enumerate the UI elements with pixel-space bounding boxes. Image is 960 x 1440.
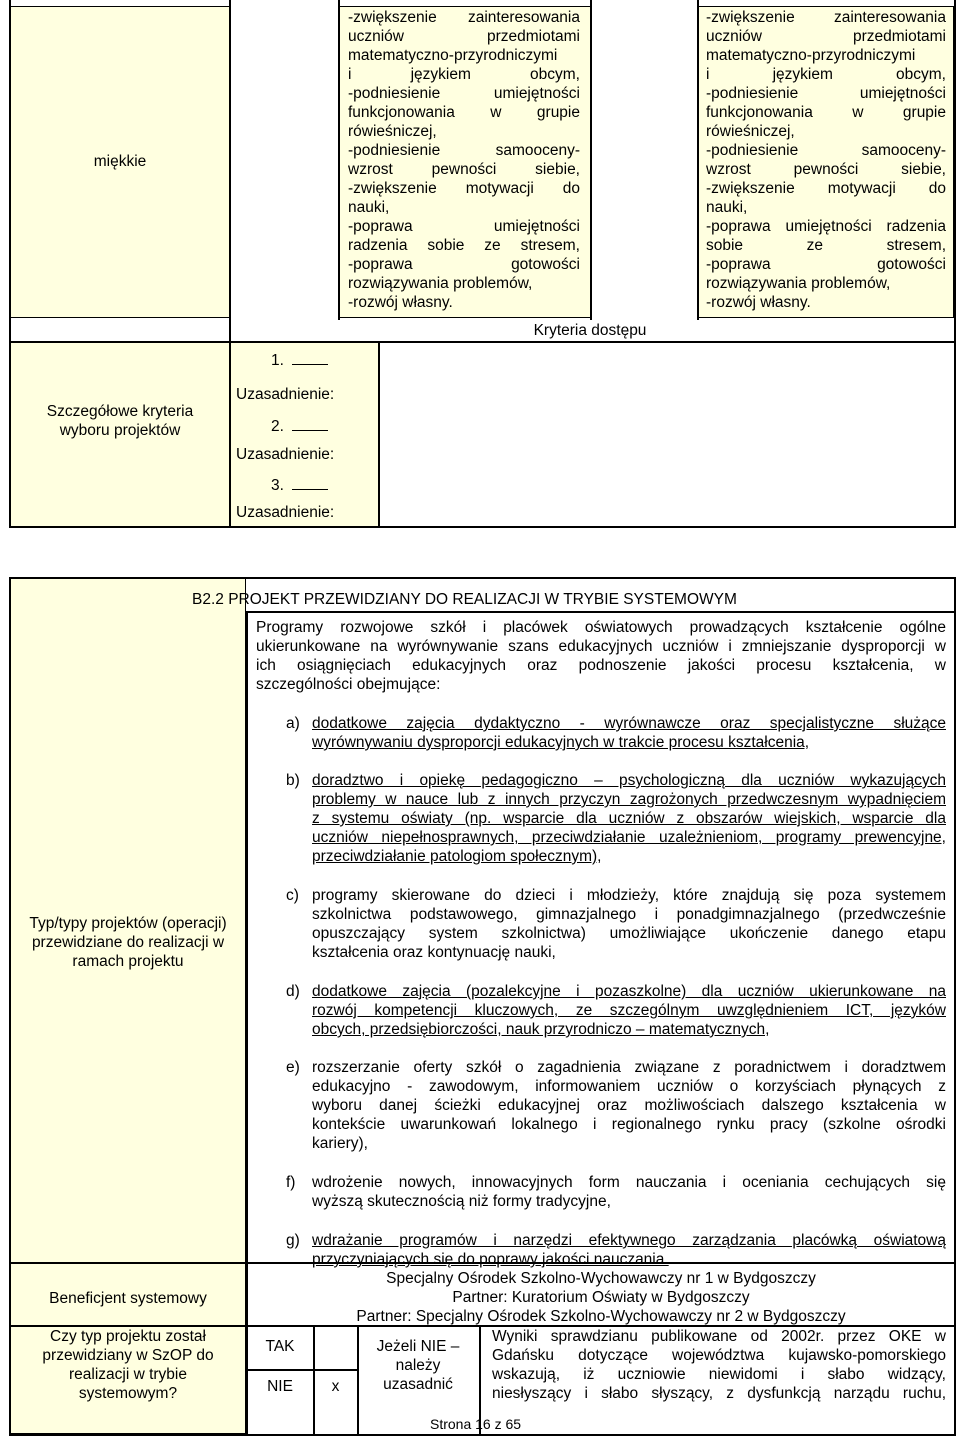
type-item-label: g) bbox=[286, 1232, 300, 1249]
type-item-label: d) bbox=[286, 983, 300, 1000]
type-item-line: problemy w nauce lub z innych przyczyn zagrożonych przedwczesnym wypadnięciem bbox=[312, 791, 946, 808]
access-criteria-label: Kryteria dostępu bbox=[533, 322, 647, 339]
type-item-line: edukacyjno - zawodowym, informowaniem uczniów o korzyściach płynących z bbox=[312, 1078, 946, 1095]
criteria-line: -rozwój własny. bbox=[706, 294, 811, 311]
intro-line: szczególności obejmujące: bbox=[256, 676, 441, 693]
type-item-line: uczniów niepełnosprawnych, przeciwdziałanie uzależnieniom, programy prewencyjne, bbox=[312, 829, 946, 846]
type-item-line: z systemu oświaty (np. wsparcie dla uczniów z obszarów wiejskich, wsparcie dla bbox=[312, 810, 946, 827]
type-item-line: dodatkowe zajęcia (pozalekcyjne i pozaszkolne) dla uczniów ukierunkowane na bbox=[312, 983, 946, 1000]
criteria-line: -zwiększenie motywacji do bbox=[706, 180, 946, 197]
criterion-justification-1: Uzasadnienie: bbox=[236, 386, 335, 403]
criteria-line: funkcjonowania w grupie bbox=[706, 104, 946, 121]
beneficiary-label: Beneficjent systemowy bbox=[49, 1290, 207, 1307]
type-item-line: opuszczający system szkolnictwa) umożliwiające ukończenie danego etapu bbox=[312, 925, 946, 942]
criteria-line: -poprawa umiejętności radzenia bbox=[706, 218, 946, 235]
justification-line: Wyniki sprawdzianu publikowane od 2002r. przez OKE w bbox=[492, 1328, 946, 1345]
intro-line: ukierunkowane na wyrównywanie szans edukacyjnych uczniów i zmniejszanie dysproporcji w bbox=[256, 638, 946, 655]
criteria-line: rozwiązywania problemów, bbox=[348, 275, 533, 292]
criteria-line: rozwiązywania problemów, bbox=[706, 275, 891, 292]
no-option-label: NIE bbox=[267, 1378, 293, 1395]
type-item bbox=[286, 982, 946, 1039]
criterion-number-1: 1. bbox=[271, 351, 328, 370]
criteria-line: wzrost pewności siebie, bbox=[348, 161, 580, 178]
detailed-criteria-label: Szczegółowe kryteria wyboru projektów bbox=[46, 403, 194, 439]
criteria-line: funkcjonowania w grupie bbox=[348, 104, 580, 121]
left-criteria-text bbox=[348, 8, 580, 312]
type-item-label: f) bbox=[286, 1174, 296, 1191]
beneficiary-name: Specjalny Ośrodek Szkolno-Wychowawczy nr 1 w Bydgoszczy bbox=[386, 1270, 816, 1287]
type-item-line: przeciwdziałanie patologiom społecznym), bbox=[312, 848, 602, 865]
criterion-number-3: 3. bbox=[271, 476, 328, 495]
criteria-line: -rozwój własny. bbox=[348, 294, 453, 311]
justification-line: niesłyszący i słabo słyszący, z dysfunkcją narządu ruchu, bbox=[492, 1385, 946, 1402]
criteria-line: -podniesienie umiejętności bbox=[706, 85, 946, 102]
criterion-justification-3: Uzasadnienie: bbox=[236, 504, 335, 521]
type-item-label: e) bbox=[286, 1059, 300, 1076]
intro-line: Programy rozwojowe szkół i placówek oświatowych prowadzących kształcenie ogólne bbox=[256, 619, 946, 636]
partner-1: Partner: Kuratorium Oświaty w Bydgoszczy bbox=[452, 1289, 750, 1306]
type-item-line: rozszerzanie oferty szkół o zagadnienia związane z poradnictwem i doradztwem bbox=[312, 1059, 946, 1076]
soft-skills-label: miękkie bbox=[93, 153, 147, 170]
criteria-line: rówieśniczej, bbox=[348, 123, 437, 140]
type-item bbox=[286, 1231, 946, 1269]
type-item bbox=[286, 1058, 946, 1153]
no-mark: x bbox=[331, 1378, 340, 1395]
criteria-line: -poprawa gotowości bbox=[348, 256, 580, 273]
criteria-line: -zwiększenie motywacji do bbox=[348, 180, 580, 197]
criteria-line: nauki, bbox=[348, 199, 390, 216]
justification-text bbox=[492, 1327, 946, 1403]
type-item-line: wyboru danej ścieżki edukacyjnej oraz możliwościach dalszego kształcenia w bbox=[312, 1097, 946, 1114]
criterion-justification-2: Uzasadnienie: bbox=[236, 446, 335, 463]
type-item-line: rozwój kompetencji kluczowych, ze szczególnym uwzględnieniem ICT, języków bbox=[312, 1002, 946, 1019]
criteria-line: nauki, bbox=[706, 199, 748, 216]
type-item-line: wyrównywaniu dysproporcji edukacyjnych w trakcie procesu kształcenia, bbox=[312, 734, 810, 751]
type-item-line: obcych, przedsiębiorczości, nauk przyrodniczo – matematycznych, bbox=[312, 1021, 770, 1038]
criteria-line: -zwiększenie zainteresowania bbox=[348, 9, 580, 26]
criterion-number-2: 2. bbox=[271, 417, 328, 436]
type-item-line: szkolnictwa podstawowego, gimnazjalnego i ponadgimnazjalnego (przedwcześnie bbox=[312, 906, 946, 923]
type-item-line: dodatkowe zajęcia dydaktyczno - wyrównawcze oraz specjalistyczne służące bbox=[312, 715, 946, 732]
criteria-line: -podniesienie umiejętności bbox=[348, 85, 580, 102]
intro-paragraph bbox=[256, 618, 946, 694]
type-item-line: doradztwo i opiekę pedagogiczno – psychologiczną dla uczniów wykazujących bbox=[312, 772, 946, 789]
page-number: Strona 16 z 65 bbox=[430, 1416, 522, 1432]
type-item bbox=[286, 886, 946, 962]
type-item-line: wyższą skutecznością niż formy tradycyjne, bbox=[312, 1193, 611, 1210]
right-criteria-text bbox=[706, 8, 946, 312]
type-item-line: przyczyniających się do poprawy jakości nauczania. bbox=[312, 1251, 669, 1268]
yes-option-label: TAK bbox=[265, 1338, 295, 1355]
criteria-line: -poprawa umiejętności bbox=[348, 218, 580, 235]
criteria-line: rówieśniczej, bbox=[706, 123, 795, 140]
type-item-line: kształcenia oraz kontynuację nauki, bbox=[312, 944, 556, 961]
criteria-line: matematyczno-przyrodniczymi bbox=[348, 47, 558, 64]
justification-line: wskazują, iż uczniowie niewidomi i słabo widzący, bbox=[492, 1366, 946, 1383]
criteria-line: -podniesienie samooceny- bbox=[706, 142, 946, 159]
criteria-line: -podniesienie samooceny- bbox=[348, 142, 580, 159]
type-item-line: kariery), bbox=[312, 1135, 368, 1152]
justification-line: Gdańsku dotyczące województwa kujawsko-pomorskiego bbox=[492, 1347, 946, 1364]
criteria-line: i językiem obcym, bbox=[706, 66, 946, 83]
criteria-line: -zwiększenie zainteresowania bbox=[706, 9, 946, 26]
types-label: Typ/typy projektów (operacji) przewidziane do realizacji w ramach projektu bbox=[29, 915, 227, 970]
section-heading: B2.2 PROJEKT PRZEWIDZIANY DO REALIZACJI W TRYBIE SYSTEMOWYM bbox=[192, 591, 737, 608]
type-item-label: c) bbox=[286, 887, 299, 904]
partner-2: Partner: Specjalny Ośrodek Szkolno-Wychowawczy nr 2 w Bydgoszczy bbox=[356, 1308, 846, 1325]
type-item-line: wdrożenie nowych, innowacyjnych form nauczania i oceniania cechujących się bbox=[312, 1174, 946, 1191]
type-item-label: a) bbox=[286, 715, 300, 732]
criteria-line: uczniów przedmiotami bbox=[706, 28, 946, 45]
szop-question: Czy typ projektu został przewidziany w SzOP do realizacji w trybie systemowym? bbox=[42, 1328, 214, 1402]
type-item-line: programy skierowane do dzieci i młodzieży, które znajdują się poza systemem bbox=[312, 887, 946, 904]
criteria-line: uczniów przedmiotami bbox=[348, 28, 580, 45]
type-item-line: wdrażanie programów i narzędzi efektywnego zarządzania placówką oświatową bbox=[312, 1232, 946, 1249]
intro-line: ich osiągnięciach edukacyjnych oraz podnoszenie jakości procesu kształcenia, w bbox=[256, 657, 946, 674]
criteria-line: radzenia sobie ze stresem, bbox=[348, 237, 580, 254]
type-item bbox=[286, 1173, 946, 1211]
criteria-line: wzrost pewności siebie, bbox=[706, 161, 946, 178]
criteria-line: matematyczno-przyrodniczymi bbox=[706, 47, 916, 64]
criteria-line: i językiem obcym, bbox=[348, 66, 580, 83]
type-item bbox=[286, 714, 946, 752]
criteria-line: -poprawa gotowości bbox=[706, 256, 946, 273]
type-item bbox=[286, 771, 946, 866]
type-item-line: kontekście uwarunkowań lokalnego i regionalnego rynku pracy (szkolne ośrodki bbox=[312, 1116, 946, 1133]
criteria-line: sobie ze stresem, bbox=[706, 237, 946, 254]
if-no-justify-label: Jeżeli NIE – należy uzasadnić bbox=[376, 1338, 460, 1393]
type-item-label: b) bbox=[286, 772, 300, 789]
